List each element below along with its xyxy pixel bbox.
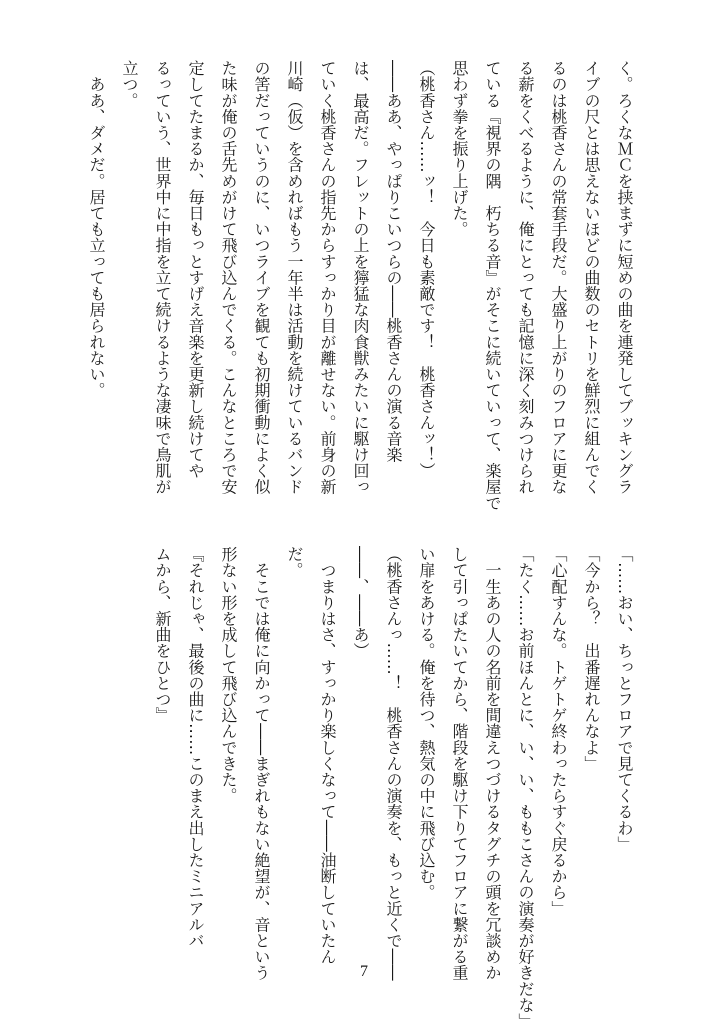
- text-column: 「……おい、ちっとフロアで見てくるわ」: [615, 546, 634, 852]
- text-column: ああ、ダメだ。居ても立っても居られない。: [87, 60, 106, 399]
- page-number: 7: [360, 963, 368, 980]
- text-column: ――ああ、やっぱりこいつらの――桃香さんの演る音楽: [384, 60, 403, 463]
- text-column: ――、――あ）: [351, 546, 370, 659]
- text-block-top: [80, 60, 641, 511]
- text-column: 川崎（仮）を含めればもう一年半は活動を続けているバンド: [285, 60, 304, 495]
- text-block-bottom: [146, 546, 641, 1029]
- text-column: イブの尺とは思えないほどの曲数のセトリを鮮烈に組んでく: [582, 60, 601, 495]
- text-column: るっていう、世界中に中指を立て続けるような凄味で鳥肌が: [153, 60, 172, 495]
- text-column: つまりはさ、すっかり楽しくなって――油断していたん: [318, 546, 337, 965]
- text-column: （桃香さんっ……！ 桃香さんの演奏を、もっと近くで――: [384, 546, 403, 981]
- text-column: して引っぱたいてから、階段を駆け下りてフロアに繋がる重: [450, 546, 469, 981]
- text-column: （桃香さん……ッ！ 今日も素敵です！ 桃香さんッ！）: [417, 60, 436, 479]
- text-column: 「今から？ 出番遅れんなよ」: [582, 546, 601, 772]
- text-column: 『それじゃ、最後の曲に……このまえ出したミニアルバ: [186, 546, 205, 949]
- text-column: ムから、新曲をひとつ』: [153, 546, 172, 724]
- text-column: だ。: [285, 546, 304, 579]
- text-column: ている『視界の隅 朽ちる音』がそこに続いていって、楽屋で: [483, 60, 502, 511]
- text-column: ていく桃香さんの指先からすっかり目が離せない。前身の新: [318, 60, 337, 495]
- text-column: た味が俺の舌先めがけて飛び込んでくる。こんなところで安: [219, 60, 238, 495]
- text-column: 一生あの人の名前を間違えつづけるタグチの頭を冗談めか: [483, 546, 502, 981]
- text-column: く。ろくなＭＣを挟まずに短めの曲を連発してブッキングラ: [615, 60, 634, 495]
- text-column: 「心配すんな。トゲトゲ終わったらすぐ戻るから」: [549, 546, 568, 917]
- text-column: 思わず拳を振り上げた。: [450, 60, 469, 238]
- text-column: る薪をくべるように、俺にとっても記憶に深く刻みつけられ: [516, 60, 535, 495]
- text-column: の筈だっていうのに、いつライブを観ても初期衝動によく似: [252, 60, 271, 495]
- text-column: るのは桃香さんの常套手段だ。大盛り上がりのフロアに更な: [549, 60, 568, 495]
- text-column: 「たく……お前ほんとに、い、い、ももこさんの演奏が好きだな」: [516, 546, 535, 1029]
- text-column: 定してたまるか、毎日もっとすげえ音楽を更新し続けてや: [186, 60, 205, 479]
- text-column: そこでは俺に向かって――まぎれもない絶望が、音という: [252, 546, 271, 981]
- text-column: 立つ。: [120, 60, 139, 109]
- text-column: は、最高だ。フレットの上を獰猛な肉食獣みたいに駆け回っ: [351, 60, 370, 495]
- text-column: い扉をあける。俺を待つ、熱気の中に飛び込む。: [417, 546, 436, 901]
- text-column: 形ない形を成して飛び込んできた。: [219, 546, 238, 804]
